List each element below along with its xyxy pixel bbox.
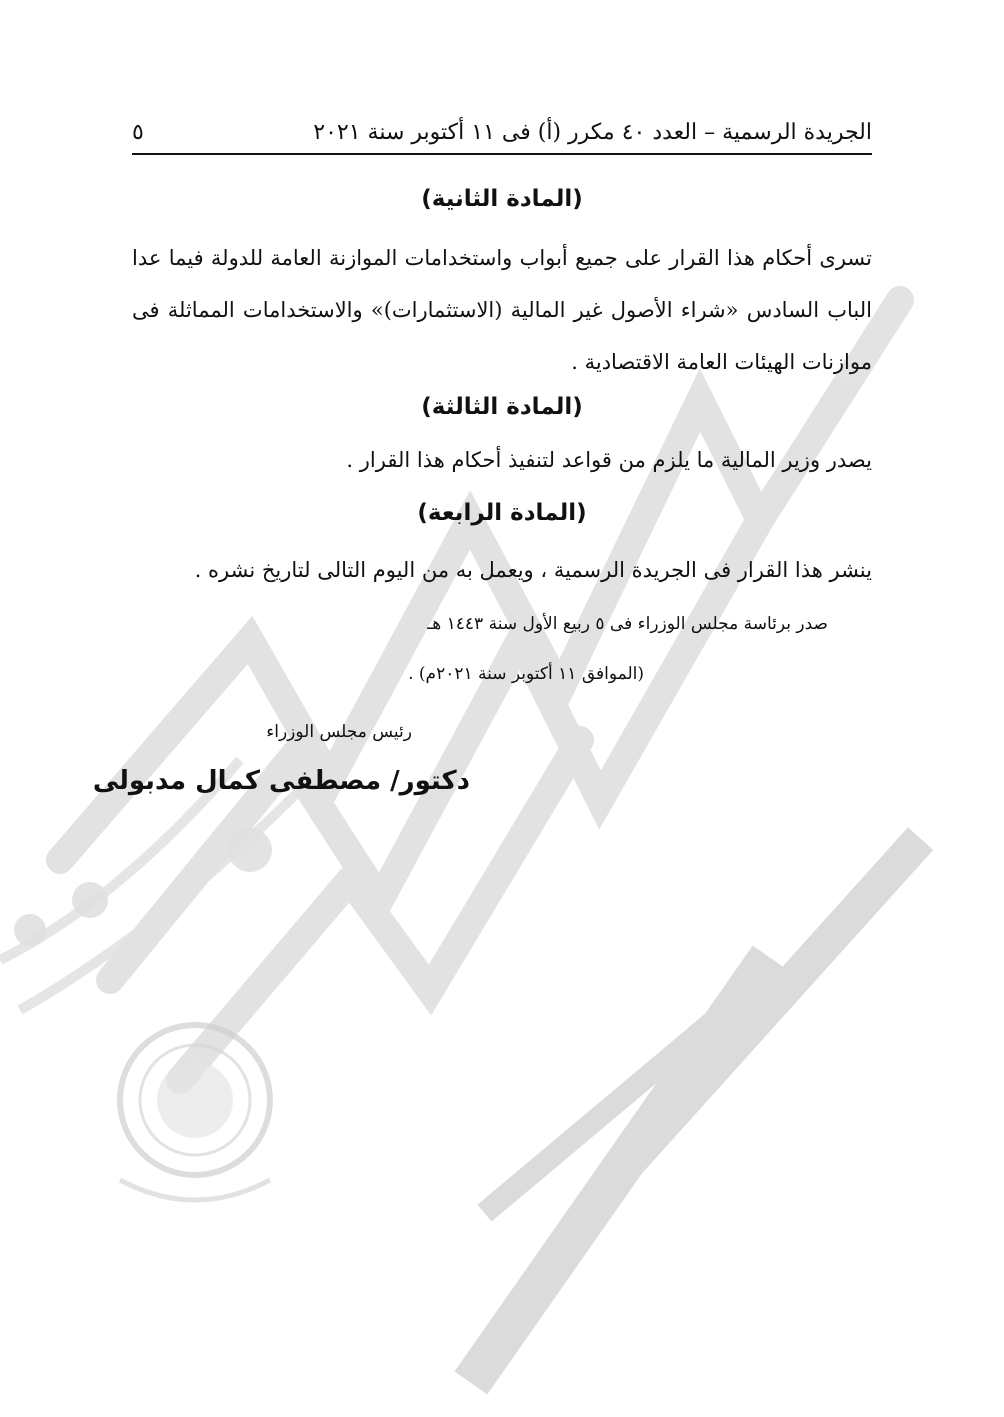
article-2-heading: (المادة الثانية) bbox=[421, 186, 583, 212]
header-divider bbox=[132, 153, 872, 155]
issued-date-hijri: صدر برئاسة مجلس الوزراء فى ٥ ربيع الأول سنة ١٤٤٣ هـ bbox=[427, 614, 828, 634]
signatory-title: رئيس مجلس الوزراء bbox=[266, 722, 412, 742]
article-3-text: يصدر وزير المالية ما يلزم من قواعد لتنفيذ أحكام هذا القرار . bbox=[346, 448, 872, 472]
article-3-heading: (المادة الثالثة) bbox=[421, 394, 583, 420]
article-4-heading: (المادة الرابعة) bbox=[417, 500, 587, 526]
signatory-name: دكتور/ مصطفى كمال مدبولى bbox=[92, 766, 470, 796]
page-header bbox=[132, 112, 872, 152]
issued-date-gregorian: (الموافق ١١ أكتوبر سنة ٢٠٢١م) . bbox=[408, 664, 644, 684]
page-number: ٥ bbox=[132, 119, 144, 145]
article-4-text: ينشر هذا القرار فى الجريدة الرسمية ، ويعمل به من اليوم التالى لتاريخ نشره . bbox=[194, 558, 872, 582]
running-title: الجريدة الرسمية – العدد ٤٠ مكرر (أ) فى ١١ أكتوبر سنة ٢٠٢١ bbox=[313, 119, 872, 145]
article-2-text: تسرى أحكام هذا القرار على جميع أبواب واستخدامات الموازنة العامة للدولة فيما عدا الباب السادس «شراء الأصول غير المالية (الاستثمارات)» والاستخدامات المماثلة فى موازنات الهيئات العامة الاقتصادية . bbox=[132, 246, 872, 374]
